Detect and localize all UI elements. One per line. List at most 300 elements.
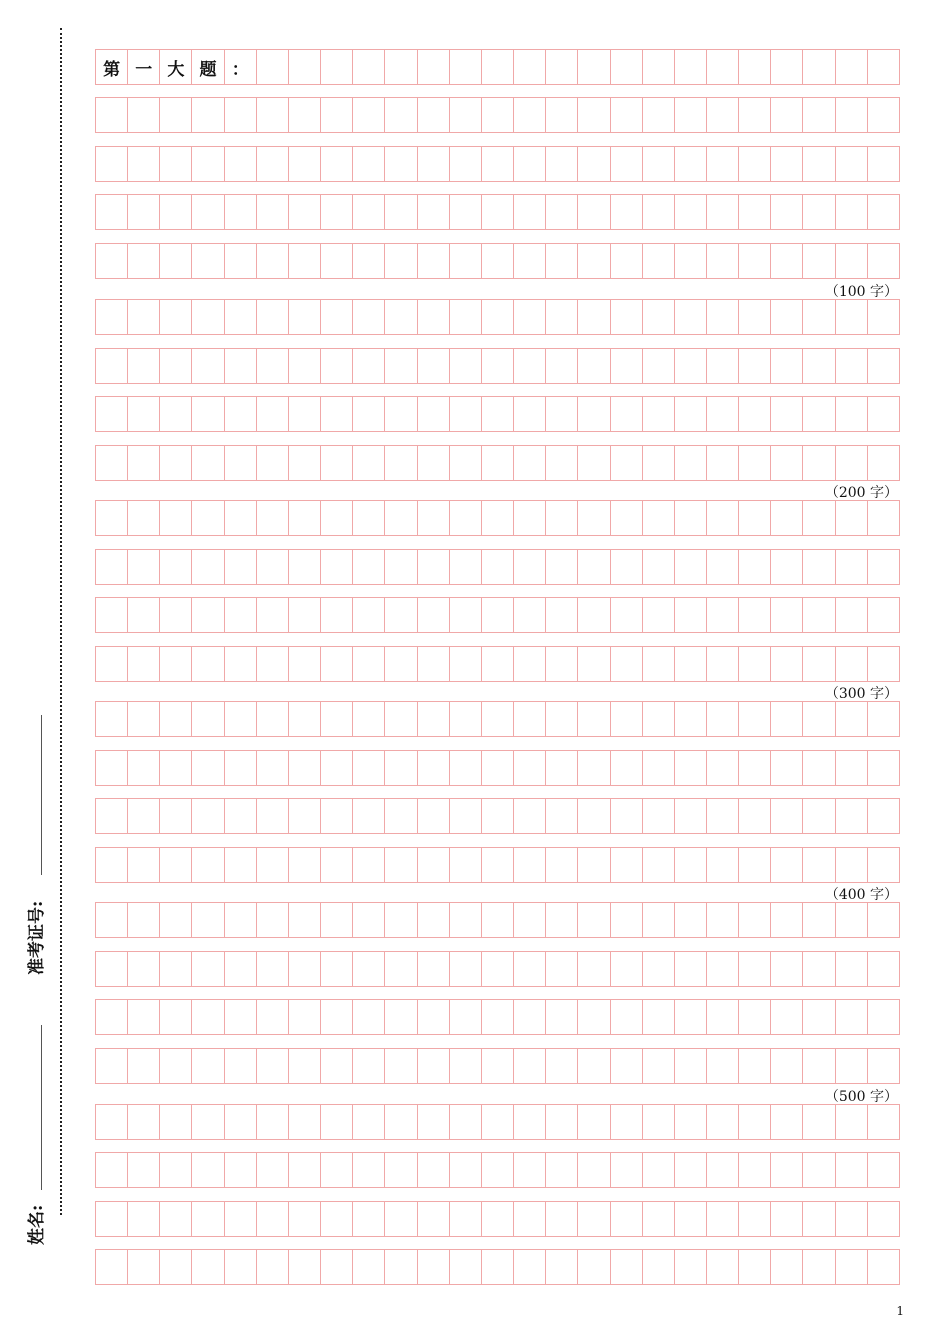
grid-cell[interactable]	[675, 244, 707, 278]
grid-cell[interactable]	[546, 751, 578, 785]
grid-cell[interactable]	[836, 244, 868, 278]
grid-cell[interactable]	[611, 952, 643, 986]
grid-cell[interactable]	[257, 195, 289, 229]
grid-cell[interactable]	[803, 195, 835, 229]
grid-cell[interactable]	[192, 1153, 224, 1187]
grid-cell[interactable]	[321, 397, 353, 431]
grid-cell[interactable]	[353, 1105, 385, 1139]
grid-cell[interactable]	[771, 952, 803, 986]
grid-cell[interactable]	[450, 550, 482, 584]
grid-cell[interactable]	[289, 1250, 321, 1284]
grid-cell[interactable]	[739, 1250, 771, 1284]
grid-cell[interactable]	[257, 1153, 289, 1187]
grid-cell[interactable]	[450, 50, 482, 84]
grid-cell[interactable]	[836, 1202, 868, 1236]
grid-cell[interactable]	[225, 147, 257, 181]
grid-cell[interactable]	[257, 647, 289, 681]
grid-cell[interactable]	[514, 446, 546, 480]
grid-cell[interactable]	[321, 1049, 353, 1083]
grid-cell[interactable]	[289, 50, 321, 84]
grid-cell[interactable]	[225, 751, 257, 785]
grid-cell[interactable]	[739, 349, 771, 383]
grid-cell[interactable]	[128, 702, 160, 736]
grid-cell[interactable]	[611, 702, 643, 736]
grid-cell[interactable]	[836, 397, 868, 431]
grid-cell[interactable]	[418, 195, 450, 229]
grid-cell[interactable]	[675, 446, 707, 480]
grid-cell[interactable]	[321, 952, 353, 986]
grid-cell[interactable]	[546, 1153, 578, 1187]
grid-cell[interactable]	[96, 598, 128, 632]
grid-cell[interactable]	[771, 147, 803, 181]
grid-cell[interactable]	[418, 550, 450, 584]
grid-cell[interactable]	[707, 1250, 739, 1284]
grid-cell[interactable]	[675, 799, 707, 833]
grid-cell[interactable]	[675, 1000, 707, 1034]
grid-cell[interactable]	[611, 244, 643, 278]
grid-cell[interactable]	[546, 1105, 578, 1139]
grid-cell[interactable]	[514, 300, 546, 334]
grid-cell[interactable]	[514, 1049, 546, 1083]
grid-cell[interactable]	[160, 598, 192, 632]
grid-cell[interactable]	[707, 349, 739, 383]
grid-cell[interactable]	[611, 1105, 643, 1139]
grid-cell[interactable]	[225, 1153, 257, 1187]
grid-cell[interactable]	[353, 300, 385, 334]
grid-cell[interactable]	[482, 799, 514, 833]
grid-cell[interactable]	[160, 952, 192, 986]
grid-cell[interactable]	[514, 147, 546, 181]
grid-cell[interactable]	[836, 903, 868, 937]
grid-cell[interactable]	[225, 848, 257, 882]
grid-cell[interactable]	[257, 751, 289, 785]
grid-cell[interactable]	[385, 397, 417, 431]
grid-cell[interactable]	[96, 1153, 128, 1187]
grid-cell[interactable]	[739, 848, 771, 882]
grid-cell[interactable]	[128, 903, 160, 937]
grid-cell[interactable]	[868, 300, 900, 334]
grid-cell[interactable]	[192, 1000, 224, 1034]
grid-cell[interactable]	[289, 550, 321, 584]
grid-cell[interactable]	[225, 903, 257, 937]
grid-cell[interactable]	[482, 300, 514, 334]
grid-cell[interactable]	[803, 147, 835, 181]
grid-cell[interactable]	[96, 147, 128, 181]
grid-cell[interactable]	[578, 147, 610, 181]
grid-cell[interactable]	[289, 799, 321, 833]
grid-cell[interactable]	[611, 195, 643, 229]
grid-cell[interactable]	[225, 244, 257, 278]
grid-cell[interactable]	[578, 349, 610, 383]
grid-cell[interactable]	[128, 1049, 160, 1083]
grid-cell[interactable]	[836, 195, 868, 229]
grid-cell[interactable]	[836, 300, 868, 334]
grid-cell[interactable]	[643, 647, 675, 681]
grid-cell[interactable]	[707, 98, 739, 132]
grid-cell[interactable]	[482, 50, 514, 84]
grid-cell[interactable]	[707, 903, 739, 937]
grid-cell[interactable]	[289, 1105, 321, 1139]
grid-cell[interactable]	[868, 446, 900, 480]
grid-cell[interactable]	[289, 195, 321, 229]
grid-cell[interactable]	[353, 550, 385, 584]
grid-cell[interactable]	[578, 1202, 610, 1236]
grid-cell[interactable]	[868, 952, 900, 986]
grid-cell[interactable]	[514, 1105, 546, 1139]
grid-cell[interactable]	[96, 98, 128, 132]
grid-cell[interactable]	[160, 1000, 192, 1034]
grid-cell[interactable]	[257, 1049, 289, 1083]
grid-cell[interactable]	[321, 1250, 353, 1284]
grid-cell[interactable]	[160, 195, 192, 229]
grid-cell[interactable]	[450, 1153, 482, 1187]
grid-cell[interactable]	[321, 244, 353, 278]
grid-cell[interactable]	[289, 1000, 321, 1034]
grid-cell[interactable]	[578, 1153, 610, 1187]
grid-cell[interactable]	[450, 446, 482, 480]
grid-cell[interactable]	[160, 349, 192, 383]
grid-cell[interactable]	[418, 300, 450, 334]
grid-cell[interactable]	[321, 848, 353, 882]
grid-cell[interactable]	[289, 349, 321, 383]
grid-cell[interactable]	[803, 903, 835, 937]
grid-cell[interactable]	[353, 195, 385, 229]
grid-cell[interactable]	[836, 848, 868, 882]
grid-cell[interactable]	[836, 647, 868, 681]
grid-cell[interactable]	[418, 751, 450, 785]
grid-cell[interactable]	[482, 1250, 514, 1284]
grid-cell[interactable]	[611, 1202, 643, 1236]
grid-cell[interactable]	[450, 195, 482, 229]
grid-cell[interactable]	[160, 550, 192, 584]
grid-cell[interactable]	[225, 349, 257, 383]
grid-cell[interactable]	[321, 799, 353, 833]
grid-cell[interactable]	[578, 903, 610, 937]
grid-cell[interactable]	[836, 702, 868, 736]
grid-cell[interactable]	[611, 349, 643, 383]
grid-cell[interactable]	[289, 1049, 321, 1083]
grid-cell[interactable]	[353, 50, 385, 84]
grid-cell[interactable]	[385, 349, 417, 383]
grid-cell[interactable]	[868, 1202, 900, 1236]
grid-cell[interactable]	[611, 751, 643, 785]
grid-cell[interactable]	[546, 446, 578, 480]
grid-cell[interactable]	[675, 1105, 707, 1139]
grid-cell[interactable]	[611, 1250, 643, 1284]
grid-cell[interactable]	[836, 1000, 868, 1034]
grid-cell[interactable]	[482, 702, 514, 736]
grid-cell[interactable]	[128, 550, 160, 584]
grid-cell[interactable]	[385, 1000, 417, 1034]
grid-cell[interactable]	[514, 1153, 546, 1187]
grid-cell[interactable]	[192, 349, 224, 383]
grid-cell[interactable]	[418, 903, 450, 937]
grid-cell[interactable]	[771, 1250, 803, 1284]
grid-cell[interactable]	[450, 1105, 482, 1139]
grid-cell[interactable]	[578, 751, 610, 785]
grid-cell[interactable]	[289, 147, 321, 181]
grid-cell[interactable]	[514, 349, 546, 383]
grid-cell[interactable]	[771, 300, 803, 334]
grid-cell[interactable]	[96, 550, 128, 584]
grid-cell[interactable]	[257, 1250, 289, 1284]
grid-cell[interactable]	[128, 349, 160, 383]
grid-cell[interactable]	[450, 751, 482, 785]
grid-cell[interactable]	[450, 397, 482, 431]
grid-cell[interactable]	[192, 501, 224, 535]
grid-cell[interactable]	[289, 702, 321, 736]
grid-cell[interactable]	[643, 300, 675, 334]
grid-cell[interactable]	[643, 397, 675, 431]
grid-cell[interactable]	[578, 397, 610, 431]
grid-cell[interactable]	[675, 550, 707, 584]
grid-cell[interactable]	[771, 1105, 803, 1139]
grid-cell[interactable]	[643, 147, 675, 181]
grid-cell[interactable]	[578, 195, 610, 229]
grid-cell[interactable]	[836, 1250, 868, 1284]
grid-cell[interactable]	[546, 1000, 578, 1034]
grid-cell[interactable]	[353, 1250, 385, 1284]
grid-cell[interactable]	[803, 98, 835, 132]
grid-cell[interactable]	[643, 349, 675, 383]
grid-cell[interactable]	[611, 300, 643, 334]
grid-cell[interactable]	[514, 195, 546, 229]
grid-cell[interactable]	[482, 751, 514, 785]
grid-cell[interactable]	[643, 550, 675, 584]
grid-cell[interactable]	[96, 1000, 128, 1034]
grid-cell[interactable]	[385, 147, 417, 181]
grid-cell[interactable]	[546, 1049, 578, 1083]
grid-cell[interactable]	[192, 952, 224, 986]
grid-cell[interactable]	[707, 1049, 739, 1083]
grid-cell[interactable]	[675, 349, 707, 383]
grid-cell[interactable]	[675, 147, 707, 181]
grid-cell[interactable]	[514, 1202, 546, 1236]
grid-cell[interactable]	[385, 702, 417, 736]
grid-cell[interactable]	[578, 799, 610, 833]
grid-cell[interactable]	[482, 446, 514, 480]
grid-cell[interactable]	[482, 1000, 514, 1034]
grid-cell[interactable]	[643, 50, 675, 84]
grid-cell[interactable]	[611, 647, 643, 681]
grid-cell[interactable]	[225, 300, 257, 334]
grid-cell[interactable]	[96, 1049, 128, 1083]
grid-cell[interactable]	[192, 244, 224, 278]
grid-cell[interactable]	[868, 848, 900, 882]
grid-cell[interactable]	[450, 848, 482, 882]
grid-cell[interactable]	[385, 195, 417, 229]
grid-cell[interactable]	[385, 799, 417, 833]
grid-cell[interactable]	[739, 195, 771, 229]
grid-cell[interactable]	[836, 147, 868, 181]
grid-cell[interactable]	[289, 98, 321, 132]
grid-cell[interactable]	[546, 397, 578, 431]
grid-cell[interactable]	[321, 446, 353, 480]
grid-cell[interactable]	[225, 446, 257, 480]
grid-cell[interactable]	[707, 300, 739, 334]
grid-cell[interactable]	[546, 501, 578, 535]
grid-cell[interactable]	[450, 598, 482, 632]
grid-cell[interactable]	[611, 501, 643, 535]
grid-cell[interactable]	[257, 903, 289, 937]
grid-cell[interactable]	[418, 598, 450, 632]
grid-cell[interactable]	[225, 501, 257, 535]
grid-cell[interactable]	[418, 1000, 450, 1034]
grid-cell[interactable]	[739, 1153, 771, 1187]
grid-cell[interactable]	[257, 50, 289, 84]
grid-cell[interactable]	[160, 1202, 192, 1236]
grid-cell[interactable]	[611, 98, 643, 132]
grid-cell[interactable]	[675, 598, 707, 632]
grid-cell[interactable]	[128, 848, 160, 882]
grid-cell[interactable]	[707, 550, 739, 584]
grid-cell[interactable]	[418, 1153, 450, 1187]
grid-cell[interactable]	[289, 598, 321, 632]
grid-cell[interactable]	[482, 501, 514, 535]
grid-cell[interactable]	[160, 1250, 192, 1284]
grid-cell[interactable]	[385, 446, 417, 480]
grid-cell[interactable]	[868, 1250, 900, 1284]
grid-cell[interactable]	[289, 446, 321, 480]
grid-cell[interactable]	[450, 903, 482, 937]
grid-cell[interactable]	[803, 751, 835, 785]
grid-cell[interactable]	[514, 751, 546, 785]
grid-cell[interactable]	[353, 598, 385, 632]
grid-cell[interactable]	[707, 1105, 739, 1139]
grid-cell[interactable]	[803, 1000, 835, 1034]
grid-cell[interactable]	[96, 702, 128, 736]
grid-cell[interactable]	[257, 244, 289, 278]
grid-cell[interactable]	[128, 195, 160, 229]
grid-cell[interactable]	[771, 501, 803, 535]
grid-cell[interactable]	[868, 1000, 900, 1034]
grid-cell[interactable]	[707, 952, 739, 986]
grid-cell[interactable]	[578, 848, 610, 882]
grid-cell[interactable]	[643, 98, 675, 132]
grid-cell[interactable]	[739, 300, 771, 334]
grid-cell[interactable]	[450, 1202, 482, 1236]
grid-cell[interactable]	[611, 903, 643, 937]
grid-cell[interactable]	[578, 1105, 610, 1139]
grid-cell[interactable]	[385, 300, 417, 334]
grid-cell[interactable]	[868, 98, 900, 132]
grid-cell[interactable]	[96, 952, 128, 986]
grid-cell[interactable]	[739, 799, 771, 833]
grid-cell[interactable]	[771, 1000, 803, 1034]
grid-cell[interactable]	[321, 195, 353, 229]
grid-cell[interactable]	[385, 952, 417, 986]
grid-cell[interactable]	[578, 244, 610, 278]
grid-cell[interactable]	[836, 501, 868, 535]
grid-cell[interactable]	[257, 349, 289, 383]
grid-cell[interactable]	[160, 397, 192, 431]
grid-cell[interactable]	[482, 1202, 514, 1236]
grid-cell[interactable]	[643, 195, 675, 229]
grid-cell[interactable]	[353, 1000, 385, 1034]
grid-cell[interactable]	[353, 501, 385, 535]
grid-cell[interactable]	[128, 647, 160, 681]
grid-cell[interactable]	[482, 1153, 514, 1187]
grid-cell[interactable]	[771, 550, 803, 584]
grid-cell[interactable]	[192, 147, 224, 181]
grid-cell[interactable]	[353, 751, 385, 785]
grid-cell[interactable]	[514, 598, 546, 632]
grid-cell[interactable]	[289, 647, 321, 681]
grid-cell[interactable]	[868, 244, 900, 278]
grid-cell[interactable]	[771, 98, 803, 132]
grid-cell[interactable]	[803, 799, 835, 833]
grid-cell[interactable]	[803, 1049, 835, 1083]
grid-cell[interactable]	[225, 550, 257, 584]
grid-cell[interactable]	[418, 1105, 450, 1139]
grid-cell[interactable]	[160, 903, 192, 937]
grid-cell[interactable]	[225, 952, 257, 986]
grid-cell[interactable]	[418, 244, 450, 278]
grid-cell[interactable]	[385, 50, 417, 84]
grid-cell[interactable]	[739, 501, 771, 535]
grid-cell[interactable]	[482, 903, 514, 937]
grid-cell[interactable]	[868, 647, 900, 681]
grid-cell[interactable]	[96, 349, 128, 383]
grid-cell[interactable]	[611, 550, 643, 584]
grid-cell[interactable]	[514, 848, 546, 882]
grid-cell[interactable]	[578, 50, 610, 84]
grid-cell[interactable]	[257, 1000, 289, 1034]
grid-cell[interactable]	[418, 799, 450, 833]
grid-cell[interactable]	[225, 702, 257, 736]
grid-cell[interactable]	[739, 446, 771, 480]
grid-cell[interactable]	[225, 397, 257, 431]
grid-cell[interactable]	[836, 1105, 868, 1139]
grid-cell[interactable]	[739, 647, 771, 681]
grid-cell[interactable]	[675, 195, 707, 229]
grid-cell[interactable]	[611, 50, 643, 84]
grid-cell[interactable]	[96, 1250, 128, 1284]
grid-cell[interactable]	[418, 1202, 450, 1236]
grid-cell[interactable]	[707, 1000, 739, 1034]
grid-cell[interactable]	[803, 397, 835, 431]
grid-cell[interactable]	[546, 550, 578, 584]
grid-cell[interactable]	[450, 98, 482, 132]
grid-cell[interactable]	[868, 501, 900, 535]
grid-cell[interactable]	[192, 300, 224, 334]
grid-cell[interactable]	[739, 598, 771, 632]
grid-cell[interactable]	[643, 1202, 675, 1236]
grid-cell[interactable]	[96, 751, 128, 785]
grid-cell[interactable]	[418, 1250, 450, 1284]
grid-cell[interactable]	[321, 1105, 353, 1139]
grid-cell[interactable]	[836, 550, 868, 584]
grid-cell[interactable]	[836, 446, 868, 480]
grid-cell[interactable]	[450, 501, 482, 535]
grid-cell[interactable]	[675, 1049, 707, 1083]
grid-cell[interactable]	[803, 550, 835, 584]
grid-cell[interactable]	[160, 1049, 192, 1083]
grid-cell[interactable]	[192, 550, 224, 584]
grid-cell[interactable]	[257, 952, 289, 986]
grid-cell[interactable]	[353, 1153, 385, 1187]
grid-cell[interactable]	[160, 848, 192, 882]
grid-cell[interactable]	[289, 751, 321, 785]
grid-cell[interactable]	[225, 98, 257, 132]
grid-cell[interactable]	[385, 1049, 417, 1083]
grid-cell[interactable]	[482, 550, 514, 584]
grid-cell[interactable]	[385, 903, 417, 937]
grid-cell[interactable]	[868, 1105, 900, 1139]
grid-cell[interactable]	[868, 903, 900, 937]
grid-cell[interactable]	[353, 1049, 385, 1083]
grid-cell[interactable]	[128, 952, 160, 986]
